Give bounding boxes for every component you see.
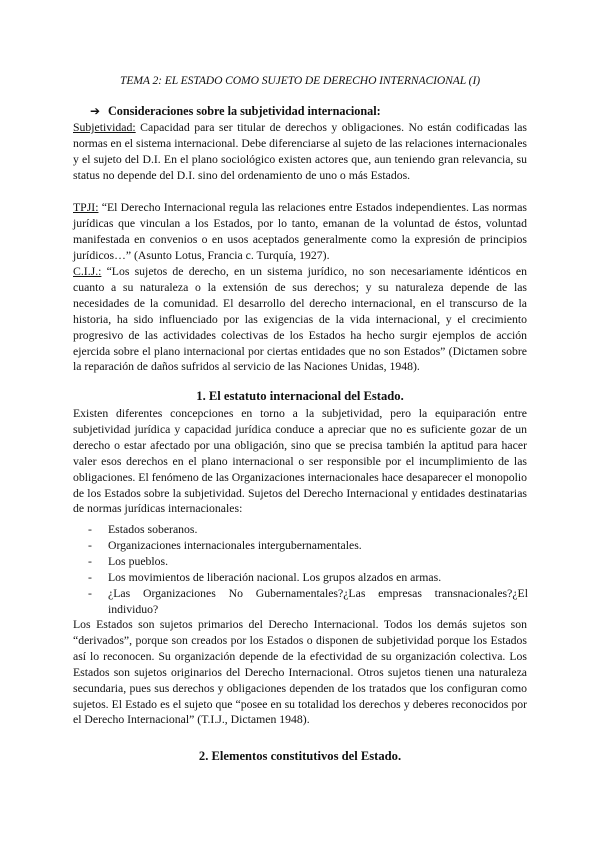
estados-paragraph: Los Estados son sujetos primarios del Derecho Internacional. Todos los demás sujetos son “derivados”, porque son creados por los Estados o disponen de subjetividad porque los Estados así lo reconocen. Su organización depende de la efectividad de su organización colectiva. Los Estados son sujetos originarios del Derecho Internacional. Otros sujetos tienen una naturaleza secundaria, pues sus derechos y obligaciones dependen de los tratados que los configuran como sujetos. El Estado es el sujeto que “posee en su totalidad los derechos y deberes reconocidos por el Derecho Internacional” (T.I.J., Dictamen 1948).	[73, 618, 527, 727]
list-item: - Organizaciones internacionales intergubernamentales.	[88, 538, 362, 552]
cij-paragraph	[73, 264, 527, 375]
subjects-list	[88, 522, 528, 617]
dash-bullet: -	[88, 538, 92, 552]
cij-text: “Los sujetos de derecho, en un sistema jurídico, no son necesariamente idénticos en cuanto a su naturaleza o la extensión de sus derechos; y su naturaleza depende de las necesidades de la comunidad. El desarrollo del derecho internacional, en el transcurso de la historia, ha sido influenciado por las exigencias de la vida internacional, y el crecimiento progresivo de las actividades colectivas de los Estados ha hecho surgir ejemplos de acción ejercida sobre el plano internacional por ciertas entidades que no son Estados” (Dictamen sobre la reparación de daños sufridos al servicio de las Naciones Unidas, 1948).	[73, 265, 527, 374]
subjetividad-paragraph	[73, 120, 527, 184]
subjetividad-term: Subjetividad:	[73, 121, 136, 134]
tpji-paragraph	[73, 200, 527, 264]
subjetividad-text: Capacidad para ser titular de derechos y obligaciones. No están codificadas las normas en el sistema internacional. Debe diferenciarse al sujeto de las relaciones internacionales y el sujeto del D.I. En el plano sociológico existen actores que, aun teniendo gran relevancia, su status no depende del D.I. sino del ordenamiento de uno o más Estados.	[73, 121, 527, 182]
tpji-text: “El Derecho Internacional regula las relaciones entre Estados independientes. Las normas jurídicas que vinculan a los Estados, por lo tanto, emanan de la voluntad de éstos, voluntad manifestada en convenios o en usos aceptados generalmente como la expresión de principios jurídicos…” (Asunto Lotus, Francia c. Turquía, 1927).	[73, 201, 527, 262]
dash-bullet: -	[88, 570, 92, 584]
list-item: - Los pueblos.	[88, 554, 169, 568]
list-item: - Los movimientos de liberación nacional. Los grupos alzados en armas.	[88, 570, 442, 584]
dash-bullet: -	[88, 523, 92, 536]
heading-estatuto: 1. El estatuto internacional del Estado.	[196, 389, 404, 403]
tpji-term: TPJI:	[73, 201, 99, 214]
arrow-right-icon: ➔	[90, 104, 101, 118]
dash-bullet: -	[88, 586, 92, 600]
list-item: - ¿Las Organizaciones No Gubernamentales?¿Las empresas transnacionales?¿El individuo?	[88, 586, 528, 616]
section-heading-text: Consideraciones sobre la subjetividad internacional:	[108, 104, 381, 118]
heading-elementos: 2. Elementos constitutivos del Estado.	[198, 749, 402, 763]
dash-bullet: -	[88, 554, 92, 568]
list-item: - Estados soberanos.	[88, 523, 198, 536]
cij-term: C.I.J.:	[73, 265, 102, 278]
estatuto-paragraph: Existen diferentes concepciones en torno a la subjetividad, pero la equiparación entre subjetividad jurídica y capacidad jurídica conduce a apreciar que no es suficiente gozar de un derecho o estar afectado por una obligación, sino que se precisa también la aptitud para hacer valer esos derechos en el plano internacional o ser responsible por el incumplimiento de las obligaciones. El fenómeno de las Organizaciones internacionales hace desaparecer el monopolio de los Estados sobre la subjetividad. Sujetos del Derecho Internacional y entidades destinatarias de normas jurídicas internacionales:	[73, 407, 527, 516]
section-heading	[90, 104, 381, 119]
document-title: TEMA 2: EL ESTADO COMO SUJETO DE DERECHO INTERNACIONAL (I)	[120, 74, 480, 87]
